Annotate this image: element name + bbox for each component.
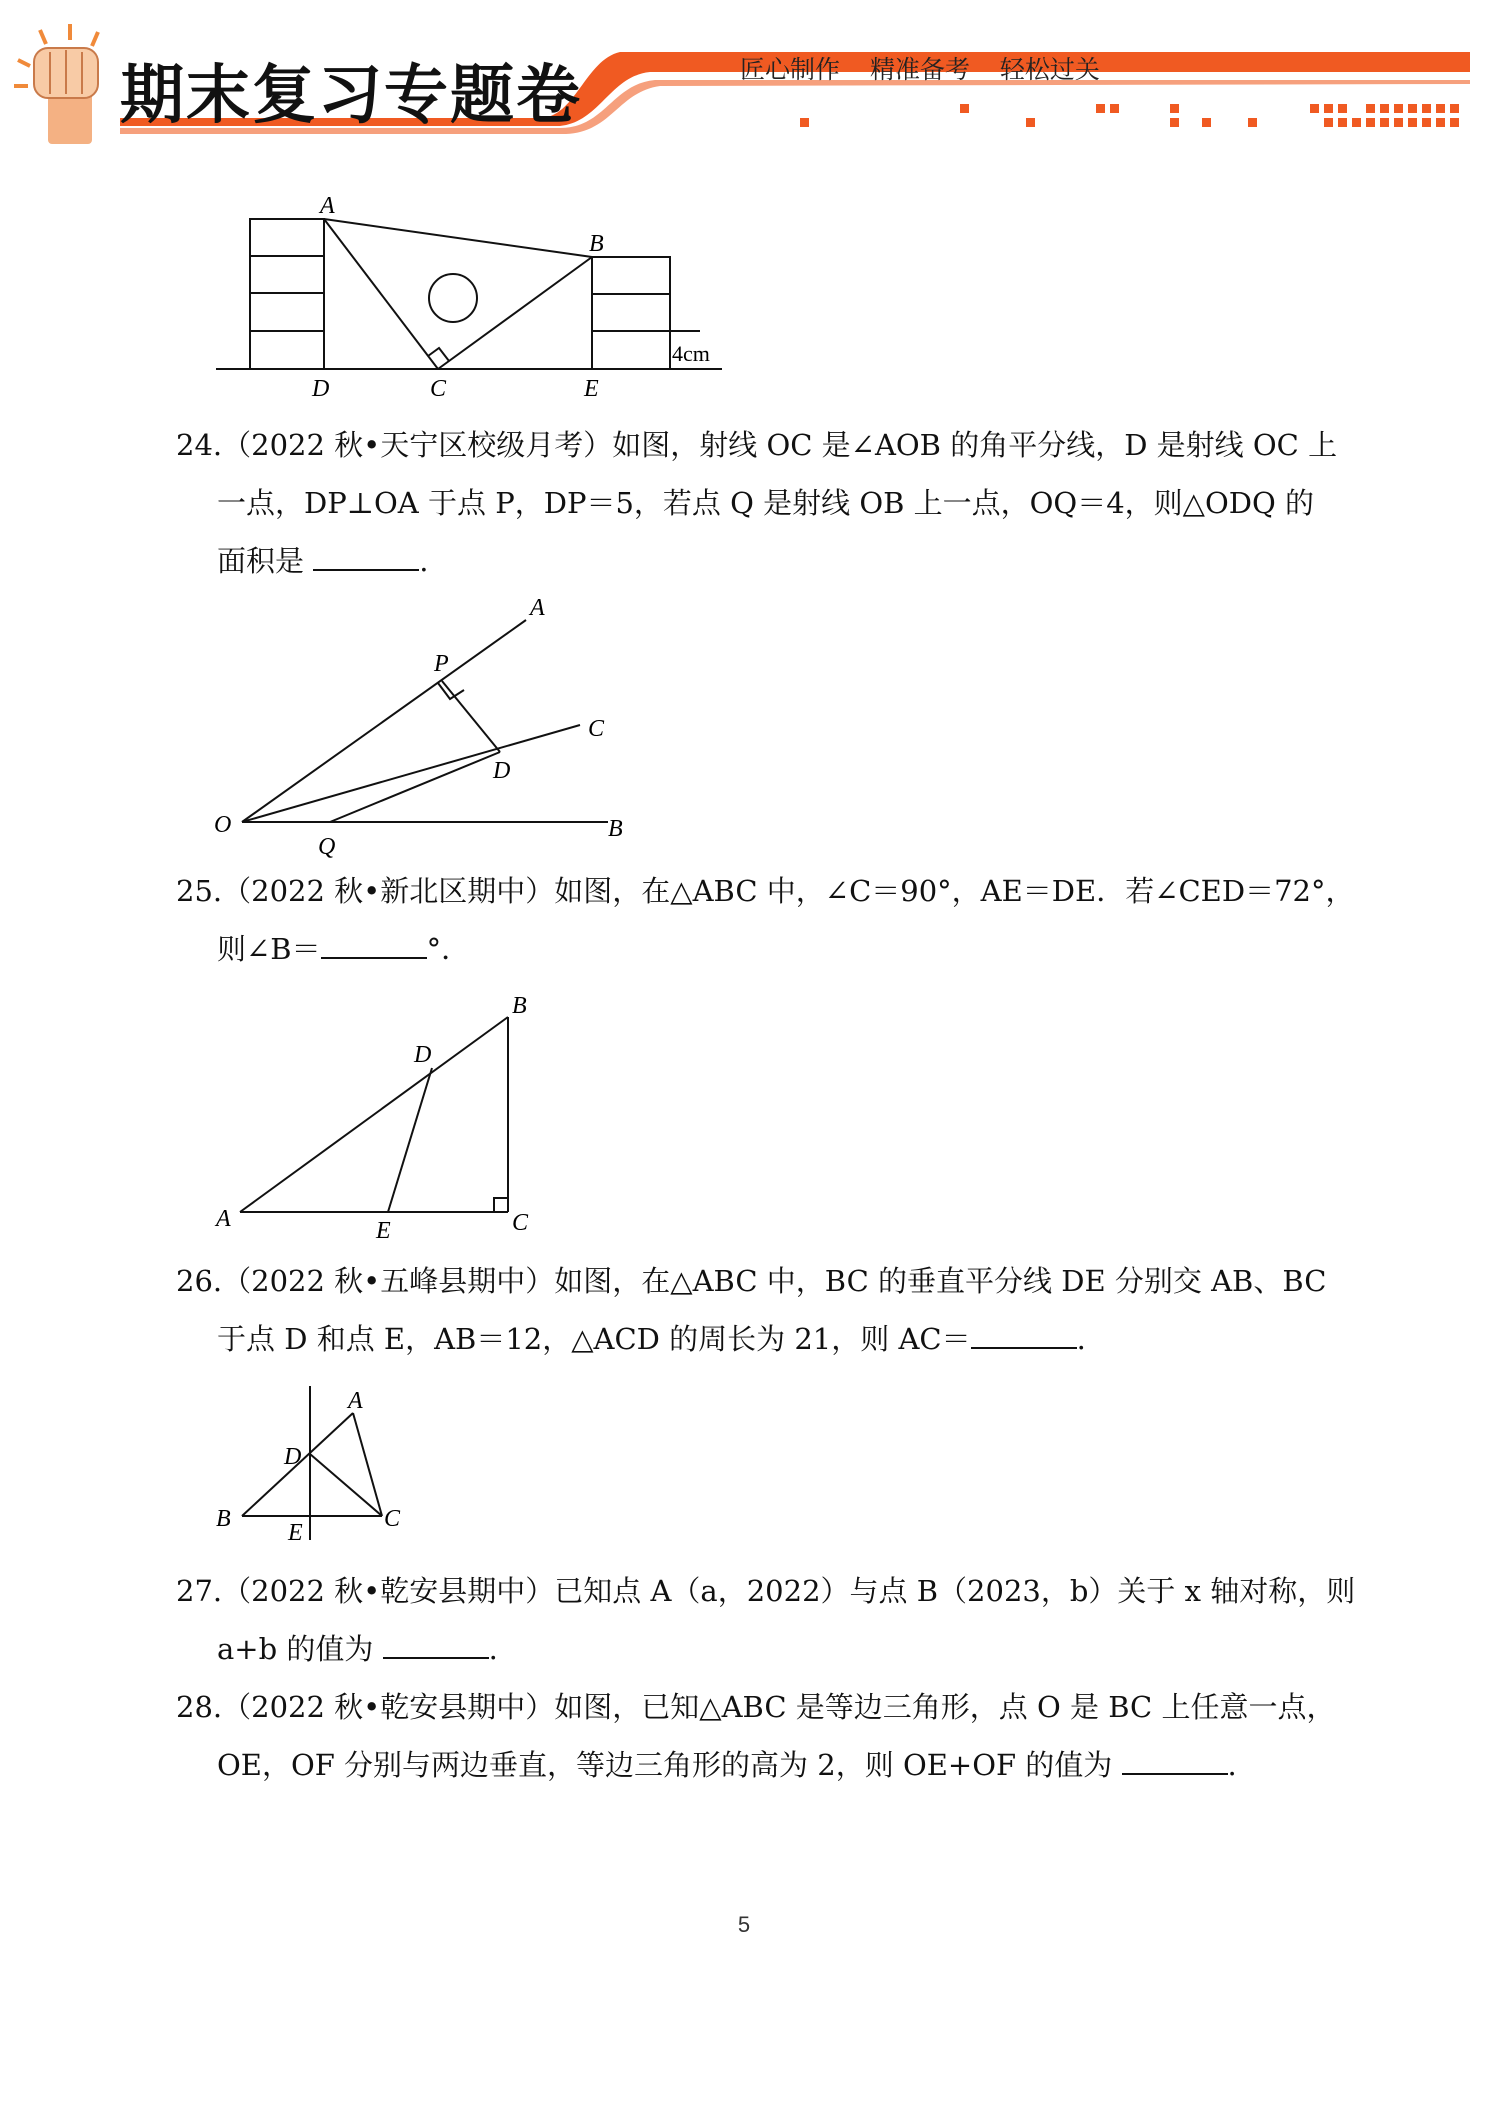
question-source: （2022 秋•乾安县期中） [222, 1574, 555, 1608]
question-text: 一点，DP⊥OA 于点 P，DP＝5，若点 Q 是射线 OB 上一点，OQ＝4，则△ODQ 的 [217, 486, 1314, 520]
answer-blank[interactable] [971, 1317, 1077, 1349]
label-e: E [376, 1218, 391, 1240]
label-e: E [584, 376, 599, 402]
question-number: 26. [176, 1264, 223, 1298]
answer-blank[interactable] [383, 1627, 489, 1659]
label-a: A [216, 1206, 231, 1232]
header-slogan: 匠心制作 精准备考 轻松过关 [740, 55, 1100, 84]
label-c: C [588, 716, 605, 742]
question-source: （2022 秋•乾安县期中） [222, 1690, 555, 1724]
question-number: 28. [176, 1690, 223, 1724]
question-end: . [419, 544, 429, 578]
question-24 [176, 416, 1338, 590]
question-text: 如图，已知△ABC 是等边三角形，点 O 是 BC 上任意一点， [554, 1690, 1336, 1724]
label-c: C [512, 1210, 529, 1236]
label-b: B [216, 1506, 231, 1532]
question-end: . [488, 1632, 498, 1666]
question-text: 于点 D 和点 E，AB＝12，△ACD 的周长为 21，则 AC＝ [217, 1322, 971, 1356]
label-p: P [434, 651, 449, 677]
label-d: D [414, 1042, 432, 1068]
header-dots [800, 104, 1459, 127]
question-number: 24. [176, 428, 223, 462]
question-source: （2022 秋•天宁区校级月考） [222, 428, 613, 462]
question-end: °． [426, 932, 471, 966]
label-c: C [384, 1506, 401, 1532]
label-b: B [512, 993, 527, 1019]
header-title: 期末复习专题卷 [120, 59, 582, 133]
label-d: D [284, 1444, 302, 1470]
page-header [0, 0, 1488, 160]
label-d: D [493, 758, 511, 784]
measure-label: 4cm [672, 341, 710, 366]
question-26 [176, 1252, 1326, 1368]
question-27 [176, 1562, 1356, 1678]
question-text: 已知点 A（a，2022）与点 B（2023，b）关于 x 轴对称，则 [554, 1574, 1356, 1608]
question-number: 27. [176, 1574, 223, 1608]
label-e: E [288, 1520, 303, 1546]
question-28 [176, 1678, 1336, 1794]
question-end: . [1076, 1322, 1086, 1356]
question-text: 如图，在△ABC 中，∠C＝90°，AE＝DE．若∠CED＝72°， [554, 874, 1355, 908]
question-text: OE，OF 分别与两边垂直，等边三角形的高为 2，则 OE+OF 的值为 [217, 1748, 1122, 1782]
label-b: B [589, 231, 604, 257]
label-c: C [430, 376, 447, 402]
label-q: Q [318, 834, 336, 860]
question-text: 如图，射线 OC 是∠AOB 的角平分线，D 是射线 OC 上 [612, 428, 1338, 462]
question-source: （2022 秋•新北区期中） [222, 874, 555, 908]
question-25 [176, 862, 1355, 978]
question-number: 25. [176, 874, 223, 908]
question-text: 如图，在△ABC 中，BC 的垂直平分线 DE 分别交 AB、BC [554, 1264, 1327, 1298]
question-text: a+b 的值为 [217, 1632, 383, 1666]
answer-blank[interactable] [313, 539, 419, 571]
fist-icon [14, 24, 98, 144]
figure-26 [210, 1380, 420, 1555]
label-a: A [348, 1388, 363, 1414]
figure-24 [210, 592, 650, 862]
answer-blank[interactable] [321, 927, 427, 959]
question-text: 面积是 [217, 544, 314, 578]
question-source: （2022 秋•五峰县期中） [222, 1264, 555, 1298]
figure-23 [210, 195, 730, 405]
question-text: 则∠B＝ [217, 932, 321, 966]
page-number: 5 [737, 1912, 751, 1937]
label-b: B [608, 816, 623, 842]
label-a: A [320, 195, 335, 219]
label-o: O [214, 812, 232, 838]
label-a: A [530, 595, 545, 621]
question-end: . [1227, 1748, 1237, 1782]
label-d: D [312, 376, 330, 402]
answer-blank[interactable] [1122, 1743, 1228, 1775]
figure-25 [210, 990, 550, 1240]
